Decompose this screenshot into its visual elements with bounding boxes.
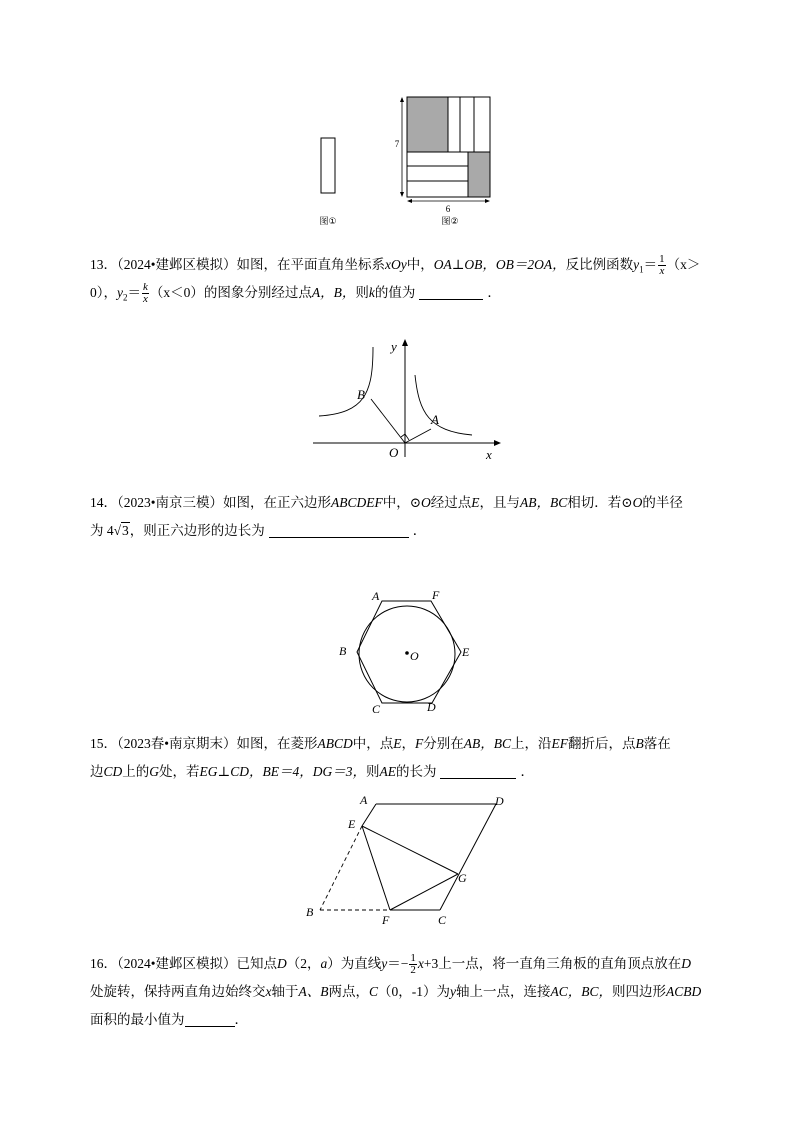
q15-fig-b: B [306, 905, 314, 919]
q16-x2: x [265, 984, 272, 999]
q16-d: D [276, 956, 287, 971]
q13-fig-o: O [389, 445, 399, 460]
q15-text-j: 处，若 [159, 764, 200, 779]
figure-q14 [330, 580, 480, 720]
q15-b: B [635, 736, 644, 751]
q13-source: （2024•建邺区模拟） [117, 257, 237, 272]
q15-source: （2023春•南京期末） [117, 736, 237, 751]
q14-fig-d: D [427, 700, 436, 714]
q15-fig-e: E [348, 817, 356, 831]
q13-sub2: 2 [123, 292, 128, 303]
q15-end: ． [520, 764, 534, 779]
q13-pts: A，B， [311, 285, 356, 300]
q16-acbc: AC，BC， [550, 984, 613, 999]
q14-text-f: 的半径 [642, 495, 683, 510]
q13-xoy: xOy [384, 257, 407, 272]
q15-text-k: 则 [365, 764, 380, 779]
q13-text-e: 则 [355, 285, 369, 300]
q16-end: ． [234, 1012, 248, 1027]
q14-text-c: 经过点 [430, 495, 472, 510]
q16-frac-num: 1 [410, 952, 416, 965]
q13-frac1-den: x [659, 265, 665, 278]
q13-eq: ＝ [643, 257, 658, 272]
q16-ab: A、B [298, 984, 329, 999]
fig1-rectangle [321, 138, 335, 193]
q16-y: y [381, 956, 388, 971]
fig2-caption: 图② [441, 217, 459, 227]
q14-fig-c: C [372, 702, 381, 716]
figure-q12 [300, 90, 520, 230]
q14-fig-e: E [462, 645, 470, 659]
dim-6-label: 6 [445, 204, 451, 214]
q16-plus3: +3 [423, 956, 439, 971]
q14-text-e: 相切．若⊙ [567, 495, 633, 510]
q15-e: E [393, 736, 402, 751]
q14-text-h: ，则正六边形的边长为 [129, 523, 265, 538]
q15-text-l: 的长为 [395, 764, 437, 779]
q14-sqrt: 3 [122, 523, 129, 538]
q14-answer-blank[interactable] [269, 523, 409, 538]
q13-y1: y [633, 257, 640, 272]
q15-answer-blank[interactable] [440, 764, 516, 779]
q16-number: 16 [90, 956, 104, 971]
question-14: 14．（2023•南京三模）如图，在正六边形ABCDEF中，⊙O经过点E，且与AB，BC相切．若⊙O的半径 为 4√3，则正六边形的边长为 ． [90, 495, 683, 538]
figure-q13 [305, 333, 505, 463]
figure-q15 [300, 790, 520, 930]
q15-f: F [414, 736, 424, 751]
q15-text-a: 如图，在菱形 [236, 736, 318, 751]
q15-text-e: 上，沿 [510, 736, 552, 751]
q14-sqrt-sign: √ [113, 523, 122, 538]
q16-text-a: 已知点 [236, 956, 277, 971]
q14-source: （2023•南京三模） [117, 495, 223, 510]
q13-frac2-num: k [143, 281, 148, 294]
q13-fig-a: A [431, 412, 439, 427]
q16-line2-b: 轴于 [271, 984, 299, 999]
q15-fig-g: G [458, 871, 467, 885]
q13-frac1-num: 1 [659, 253, 665, 266]
q16-coord-d: （2， [286, 956, 321, 971]
q13-text: 如图，在平面直角坐标系 [236, 257, 385, 272]
q13-dom1: （x＞ [666, 257, 701, 272]
q15-text-b: 中，点 [352, 736, 394, 751]
q15-cond: EG⊥CD，BE＝4，DG＝3， [199, 764, 366, 779]
q13-text-c: 反比例函数 [565, 257, 634, 272]
q15-ae: AE [379, 764, 396, 779]
q15-ef: EF [551, 736, 568, 751]
q13-sub1: 1 [639, 264, 644, 275]
q13-text-f: 的值为 [374, 285, 416, 300]
fig1-caption: 图① [319, 217, 337, 227]
q14-ab-bc: AB，BC [520, 495, 568, 510]
q15-fig-d: D [495, 794, 504, 808]
q16-d2: D [681, 956, 691, 971]
q15-g: G [149, 764, 160, 779]
fig2-shaded-bottom [468, 152, 490, 197]
q14-fig-f: F [432, 588, 440, 602]
q13-dom1-end: 0）， [90, 285, 117, 300]
question-15: 15．（2023春•南京期末）如图，在菱形ABCD中，点E，F分别在AB，BC上，沿EF翻折后，点B落在 边CD上的G处，若EG⊥CD，BE＝4，DG＝3，则AE的长为 ． [90, 736, 671, 779]
q14-end: ． [412, 523, 427, 538]
q16-y2: y [450, 984, 457, 999]
q14-fig-a: A [372, 589, 380, 603]
q15-text-h: 边 [90, 764, 104, 779]
q13-frac2 [142, 282, 149, 305]
q16-line2-e: 轴上一点，连接 [456, 984, 551, 999]
q13-text-d: 的图象分别经过点 [203, 285, 312, 300]
q16-coord-d-end: ） [327, 956, 341, 971]
q14-o2: O [632, 495, 643, 510]
q15-ab-bc: AB，BC [463, 736, 511, 751]
q16-line2-f: 则四边形 [612, 984, 667, 999]
q16-eq: ＝− [387, 956, 409, 971]
q13-fig-y: y [391, 339, 397, 354]
q16-text-c: 上一点，将一直角三角板的直角顶点放在 [438, 956, 682, 971]
q15-text-g: 落在 [643, 736, 671, 751]
q13-fig-x: x [486, 447, 492, 462]
q15-text-i: 上的 [122, 764, 150, 779]
q16-line2-a: 处旋转，保持两直角边始终交 [90, 984, 266, 999]
q16-text-b: 为直线 [340, 956, 382, 971]
q16-line2-c: 两点， [328, 984, 369, 999]
q15-fig-f: F [382, 913, 390, 927]
q16-x: x [417, 956, 424, 971]
q13-k: k [368, 285, 375, 300]
q16-line2-d: 为 [436, 984, 451, 999]
question-16: 16．（2024•建邺区模拟）已知点D（2，a）为直线y＝− $\frac{1}{2}$ x+3上一点，将一直角三角板的直角顶点放在D 处旋转，保持两直角边始终交x轴于A、B两点，C（0，-1）为y轴上一点，连接AC，BC，则四边形ACBD 面积的最小值为 ． [90, 952, 702, 1027]
q13-end: ． [487, 285, 501, 300]
q15-number: 15 [90, 736, 104, 751]
fig2-shaded-top [407, 97, 448, 152]
q15-text-c: ， [401, 736, 415, 751]
q15-rh: ABCD [317, 736, 353, 751]
q15-text-f: 翻折后，点 [567, 736, 636, 751]
q15-fig-a: A [360, 793, 368, 807]
q13-answer-blank[interactable] [419, 285, 483, 300]
q13-curve-y1 [415, 375, 472, 435]
q15-text-d: 分别在 [423, 736, 464, 751]
q13-number: 13 [90, 257, 104, 272]
q14-hex: ABCDEF [330, 495, 383, 510]
q13-text-b: 中， [406, 257, 434, 272]
q13-dom2: （x＜0） [149, 285, 204, 300]
q16-a: a [320, 956, 328, 971]
q14-number: 14 [90, 495, 104, 510]
q16-source: （2024•建邺区模拟） [117, 956, 237, 971]
q14-text-a: 如图，在正六边形 [222, 495, 331, 510]
q14-text-b: 中，⊙ [382, 495, 422, 510]
q16-line3-a: 面积的最小值为 [90, 1012, 185, 1027]
q16-answer-blank[interactable] [185, 1012, 235, 1027]
q14-fig-o: O [410, 649, 419, 663]
q13-eq2: ＝ [127, 285, 141, 300]
q13-frac1 [658, 254, 666, 277]
q13-fig-b: B [357, 387, 365, 402]
q14-e: E [471, 495, 480, 510]
q15-fig-c: C [438, 913, 447, 927]
q16-coord-c: （0，-1） [378, 984, 437, 999]
q13-curve-y2 [319, 347, 373, 416]
q16-c: C [369, 984, 379, 999]
q14-fig-b: B [339, 644, 347, 658]
q14-text-d: ，且与 [479, 495, 521, 510]
dim-7-label: 7 [394, 139, 400, 149]
q13-frac2-den: x [143, 293, 148, 306]
q16-frac-den: 2 [410, 964, 416, 977]
q13-y2: y [117, 285, 123, 300]
question-13: 13．（2024•建邺区模拟）如图，在平面直角坐标系xOy中，OA⊥OB，OB＝2OA，反比例函数$y_1=$ $\frac{1}{x}$ （x＞ 0），$y_2=$ $\frac{k}{x}$ （x＜0）的图象分别经过点A，B，则k的值为 ． [90, 253, 701, 306]
q14-text-g: 为 4 [90, 523, 114, 538]
q15-cd: CD [103, 764, 123, 779]
q14-o: O [421, 495, 431, 510]
q13-cond: OA⊥OB，OB＝2OA， [433, 257, 566, 272]
q16-acbd: ACBD [666, 984, 702, 999]
q16-frac [409, 953, 417, 976]
